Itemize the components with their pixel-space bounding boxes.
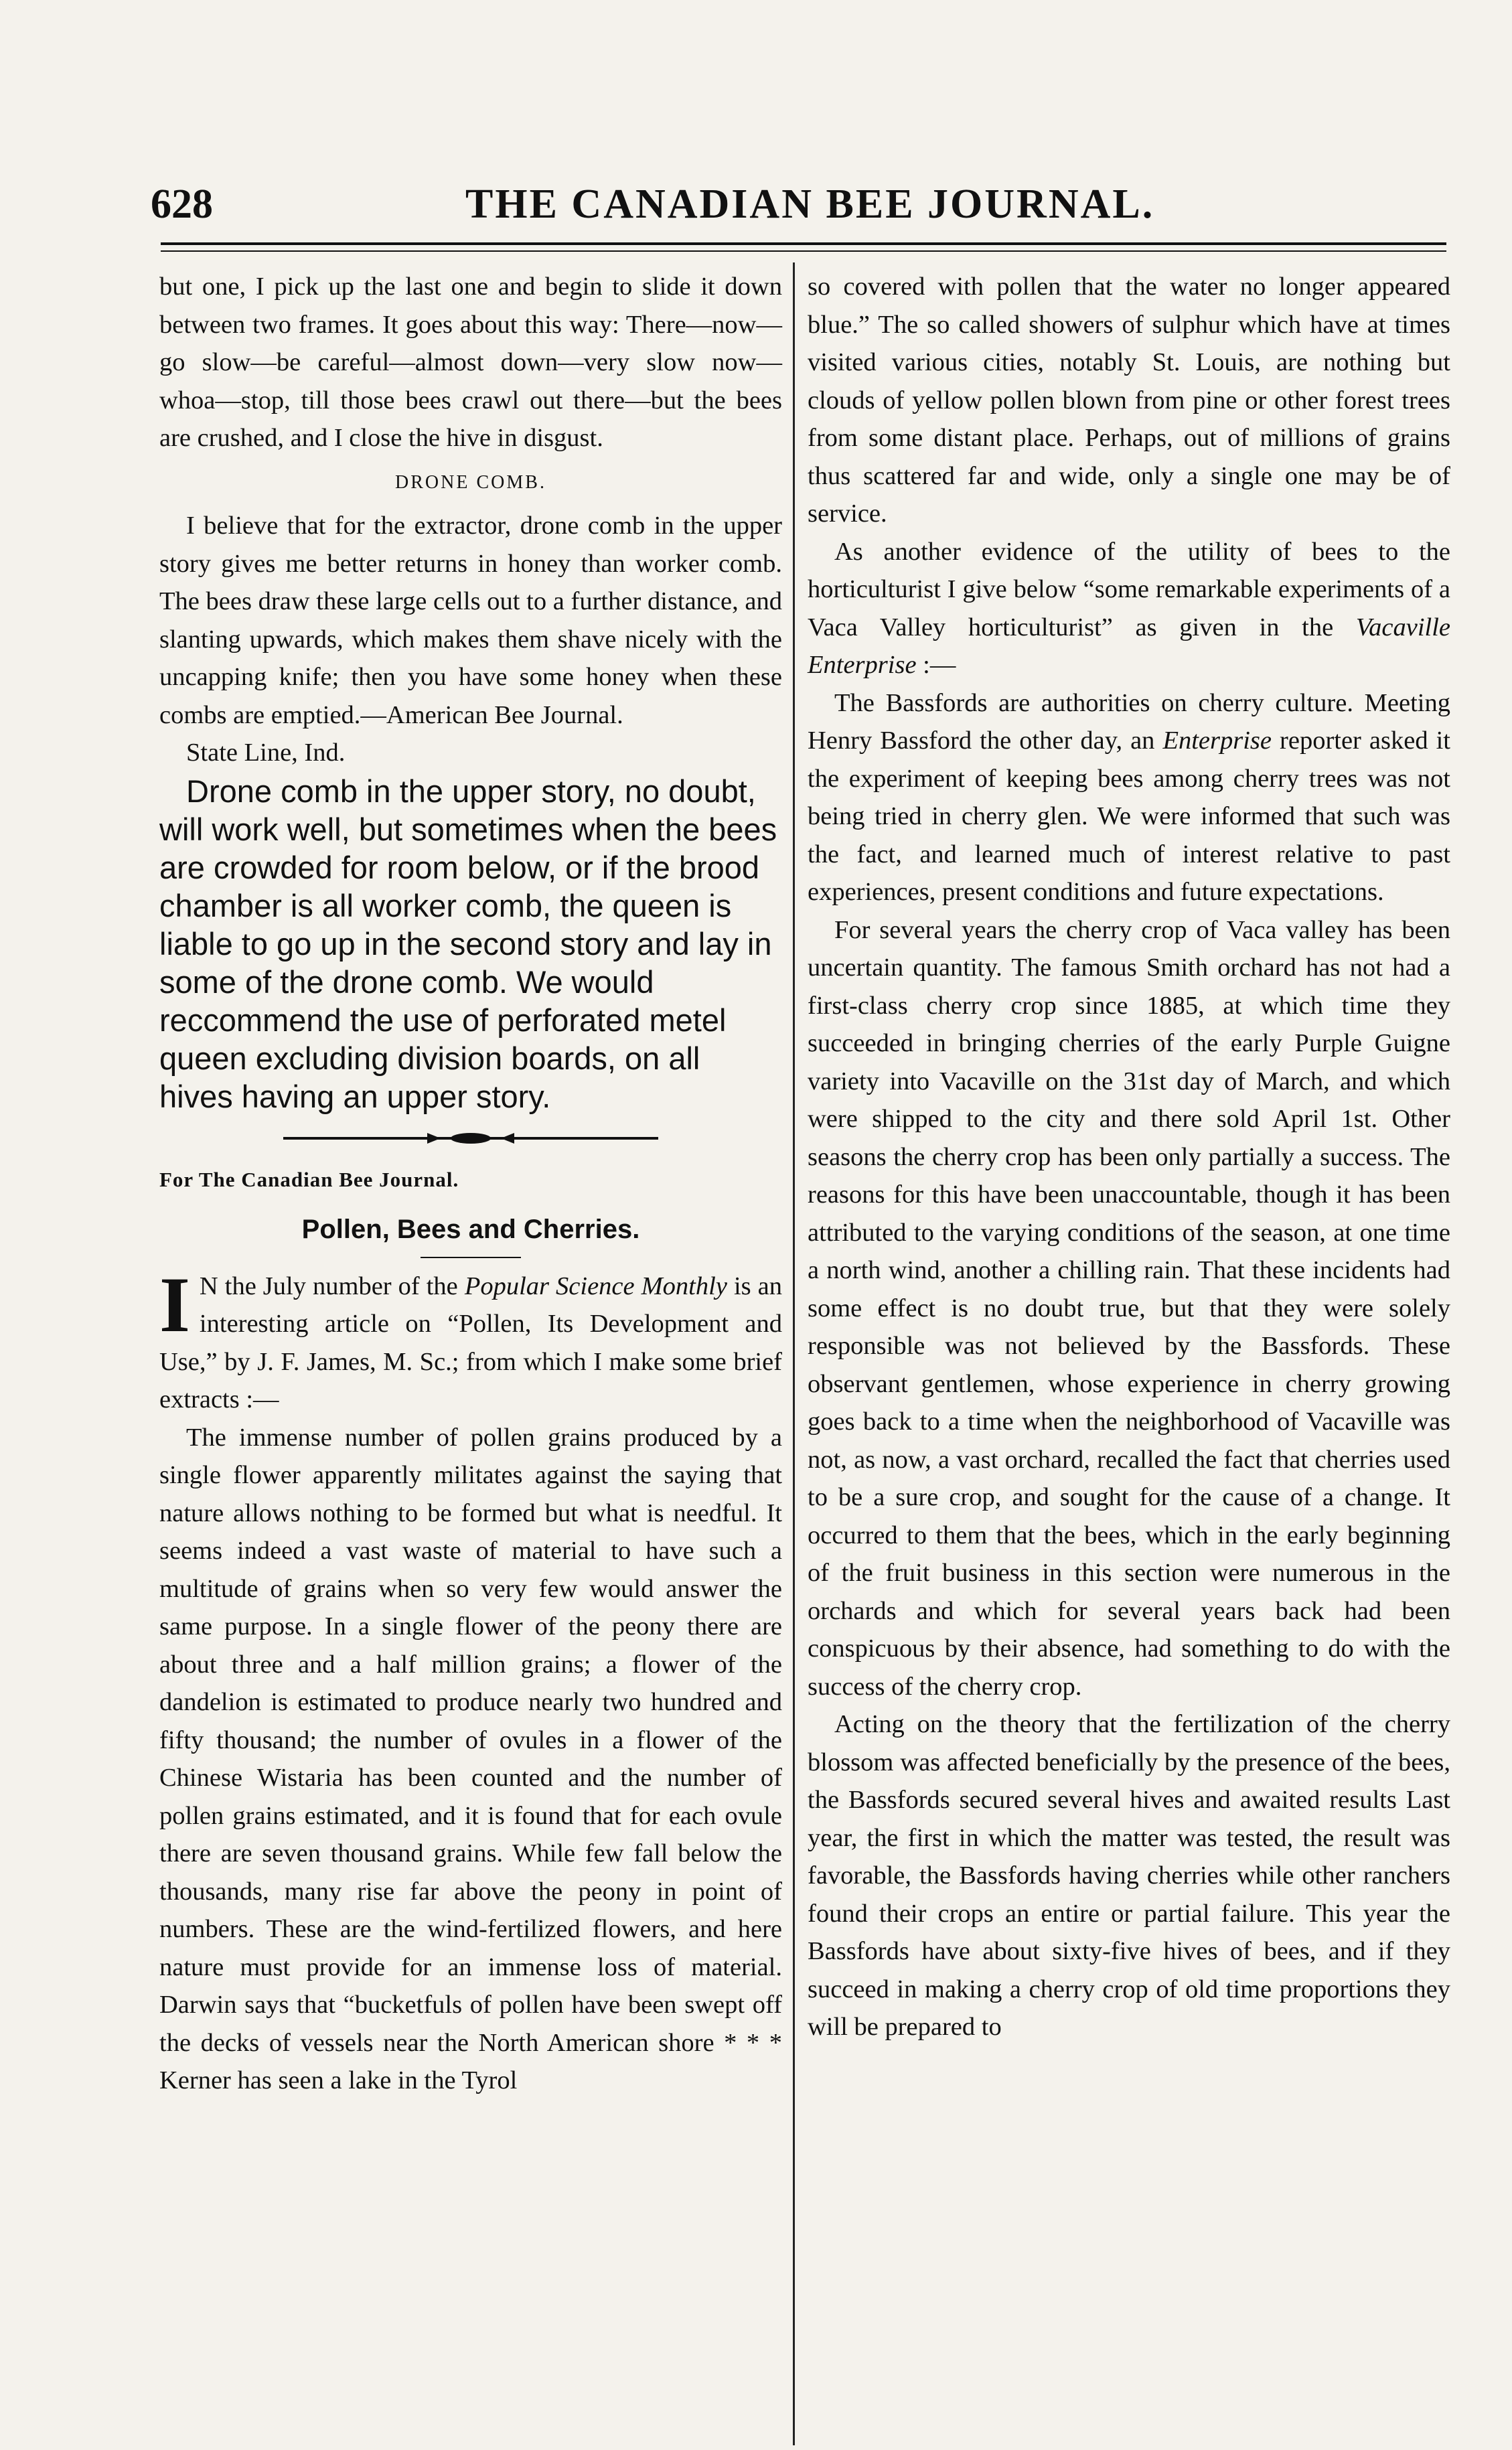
paragraph: For several years the cherry crop of Vaca valley has been uncertain quantity. The famous Smith orchard has not had a first-class cherry crop since 1885, at which time they succeeded in bringing cherries of the early Purple Guigne variety into Vacaville on the 31st day of March, and which were shipped to the city and there sold April 1st. Other seasons the cherry crop has been only partially a success. The reasons for this have been unaccountable, though it has been attributed to the varying conditions of the season, at one time a north wind, another a chilling rain. That these incidents had some effect is no doubt true, but that they were solely responsible was not believed by the Bassfords. These observant gentlemen, whose experience in cherry growing goes back to a time when the neighborhood of Vacaville was not, as now, a vast orchard, recalled the fact that cherries used to be a sure crop, and sought for the cause of a change. It occurred to them that the bees, which in the early beginning of the fruit business in this section were numerous in the orchards and which for several years back had been conspicuous by their absence, had something to do with the success of the cherry crop. bbox=[808, 915, 1450, 1701]
text: As another evidence of the utility of bees to the horticulturist I give below “some remarkable experiments of a Vaca Valley horticulturist” as given in the bbox=[808, 537, 1450, 641]
title-rule bbox=[421, 1257, 521, 1258]
article-title: Pollen, Bees and Cherries. bbox=[301, 1215, 640, 1244]
place-line: State Line, Ind. bbox=[186, 739, 346, 767]
column-divider bbox=[793, 262, 795, 2445]
page-header bbox=[151, 181, 1450, 241]
paragraph: The immense number of pollen grains produced by a single flower apparently militates against the saying that nature allows nothing to be formed but what is needful. It seems indeed a vast waste of material to have such a multitude of grains when so very few would answer the same purpose. In a single flower of the peony there are about three and a half million grains; a flower of the dandelion is estimated to produce nearly two hundred and fifty thousand; the number of ovules in a flower of the Chinese Wistaria has been counted and the number of pollen grains estimated, and it is found that for each ovule there are seven thousand grains. While few fall below the thousands, many rise far above the peony in point of numbers. These are the wind-fertilized flowers, and here nature must provide for an immense loss of material. Darwin says that “bucketfuls of pollen have been swept off the decks of vessels near the North American shore * * * Kerner has seen a lake in the Tyrol bbox=[159, 1423, 782, 2094]
text: reporter asked it the experiment of keeping bees among cherry trees was not being tried in cherry glen. We were informed that such was the fact, and learned much of interest relative to past experiences, present conditions and future expectations. bbox=[808, 726, 1450, 906]
paragraph: but one, I pick up the last one and begin to slide it down between two frames. It goes about this way: There—now—go slow—be careful—almost down—very slow now—whoa—stop, till those bees crawl out there—but the bees are crushed, and I close the hive in disgust. bbox=[159, 273, 782, 452]
text: :— bbox=[916, 651, 956, 679]
paragraph: I believe that for the extractor, drone comb in the upper story gives me better returns in honey than worker comb. The bees draw these large cells out to a further distance, and slanting upwards, which makes them shave nicely with the uncapping knife; then you have some honey when these combs are emptied.—American Bee Journal. bbox=[159, 512, 782, 729]
intro-text: is an interesting article on “Pollen, Its Development and Use,” by J. F. James, M. Sc.; from which I make some brief extracts :— bbox=[159, 1272, 782, 1413]
for-line: For The Canadian Bee Journal. bbox=[159, 1167, 459, 1191]
publication-title: Popular Science Monthly bbox=[464, 1272, 727, 1300]
text: The Bassfords are authorities on cherry culture. Meeting Henry Bassford the other day, an bbox=[808, 688, 1450, 755]
left-column bbox=[159, 268, 782, 2100]
newspaper-name: Enterprise bbox=[1162, 726, 1272, 755]
drone-comb-heading: DRONE COMB. bbox=[395, 471, 546, 493]
paragraph: Acting on the theory that the fertilization of the cherry blossom was affected beneficially by the presence of the bees, the Bassfords secured several hives and awaited results Last year, the first in which the matter was tested, the result was favorable, the Bassfords having cherries while other ranchers found their crops an entire or partial failure. This year the Bassfords have about sixty-five hives of bees, and if they succeed in making a cherry crop of old time proportions they will be prepared to bbox=[808, 1710, 1450, 2041]
drop-cap: I bbox=[159, 1260, 190, 1349]
newspaper-title: Vacaville Enterprise bbox=[808, 613, 1450, 679]
page-number: 628 bbox=[151, 181, 213, 227]
paragraph bbox=[808, 533, 1450, 684]
editor-note: Drone comb in the upper story, no doubt, will work well, but sometimes when the bees are crowded for room below, or if the brood chamber is all worker comb, the queen is liable to go up in the second story and lay in some of the drone comb. We would reccommend the use of perforated metel queen excluding division boards, on all hives having an upper story. bbox=[159, 773, 777, 1114]
paragraph bbox=[808, 684, 1450, 911]
header-rule bbox=[161, 242, 1446, 245]
journal-title: THE CANADIAN BEE JOURNAL. bbox=[465, 181, 1155, 227]
intro-text: N the July number of the bbox=[199, 1272, 465, 1300]
ornament-divider-icon bbox=[283, 1129, 658, 1148]
right-column bbox=[808, 268, 1450, 2046]
paragraph-intro bbox=[159, 1260, 782, 1419]
paragraph: so covered with pollen that the water no longer appeared blue.” The so called showers of sulphur which have at times visited various cities, notably St. Louis, are nothing but clouds of yellow pollen blown from pine or other forest trees from some distant place. Perhaps, out of millions of grains thus scattered far and wide, only a single one may be of service. bbox=[808, 273, 1450, 528]
header-rule-thin bbox=[161, 250, 1446, 252]
